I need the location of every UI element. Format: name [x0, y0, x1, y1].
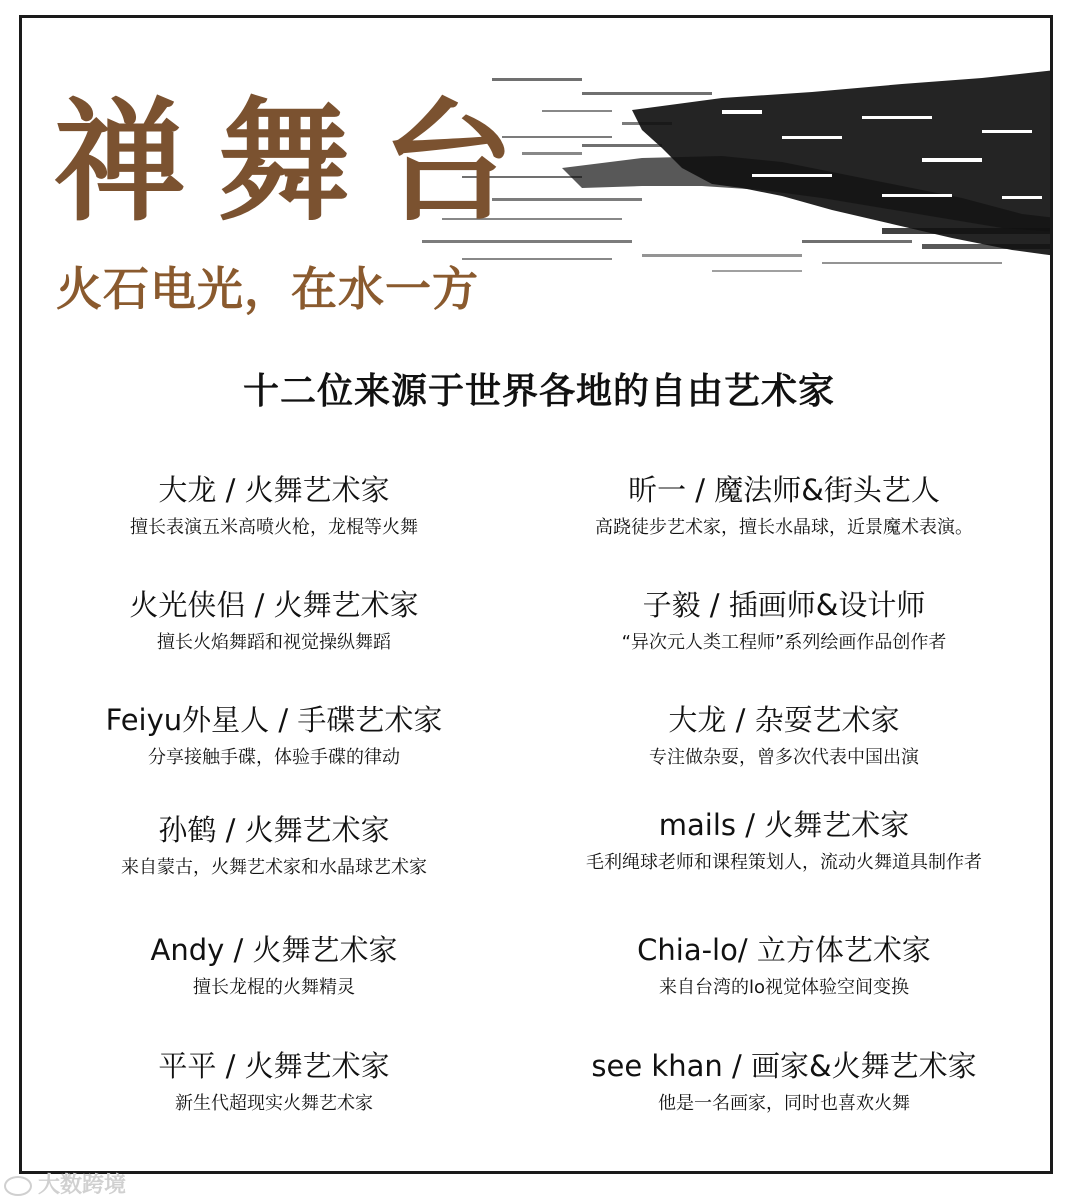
poster-title: 禅舞台: [54, 86, 514, 240]
artist-name: 孙鹤 / 火舞艺术家: [158, 813, 390, 847]
artist-name: Feiyu外星人 / 手碟艺术家: [105, 703, 443, 737]
title-svg: [22, 18, 1053, 258]
artist-name: 大龙 / 火舞艺术家: [158, 473, 390, 507]
artist-name: Andy / 火舞艺术家: [150, 933, 398, 967]
artist-name: 昕一 / 魔法师&街头艺人: [628, 473, 940, 507]
artist-desc: 来自台湾的lo视觉体验空间变换: [658, 977, 909, 998]
artist-desc: 专注做杂耍，曾多次代表中国出演: [649, 747, 919, 768]
artist-name: mails / 火舞艺术家: [658, 808, 910, 842]
artist-name: 平平 / 火舞艺术家: [158, 1049, 390, 1083]
artist-desc: 擅长火焰舞蹈和视觉操纵舞蹈: [157, 632, 391, 653]
watermark: [4, 1168, 126, 1199]
artist-name: 子毅 / 插画师&设计师: [642, 588, 926, 622]
artist-desc: 他是一名画家，同时也喜欢火舞: [658, 1093, 910, 1114]
artist-card: [534, 473, 1034, 538]
artist-card: [534, 1049, 1034, 1114]
artist-card: [84, 1049, 464, 1114]
artist-desc: 来自蒙古，火舞艺术家和水晶球艺术家: [121, 857, 427, 878]
watermark-logo-icon: [4, 1176, 32, 1196]
artist-card: [84, 933, 464, 998]
artist-card: [534, 933, 1034, 998]
headline: 十二位来源于世界各地的自由艺术家: [242, 371, 835, 412]
artist-card: [84, 588, 464, 653]
artist-card: [534, 808, 1034, 873]
slogan: 火石电光，在水一方: [56, 262, 479, 316]
artist-desc: 擅长表演五米高喷火枪，龙棍等火舞: [130, 517, 418, 538]
artist-card: [534, 703, 1034, 768]
poster-frame: [19, 15, 1053, 1174]
artist-name: 大龙 / 杂耍艺术家: [668, 703, 900, 737]
artist-name: see khan / 画家&火舞艺术家: [591, 1049, 977, 1083]
artist-card: [84, 473, 464, 538]
artist-desc: 擅长龙棍的火舞精灵: [193, 977, 355, 998]
artist-name: 火光侠侣 / 火舞艺术家: [129, 588, 419, 622]
artist-card: [84, 703, 464, 768]
watermark-text: 大数跨境: [38, 1173, 127, 1198]
artist-name: Chia-lo/ 立方体艺术家: [637, 933, 931, 967]
artist-desc: 毛利绳球老师和课程策划人，流动火舞道具制作者: [586, 852, 982, 873]
artist-desc: 新生代超现实火舞艺术家: [175, 1093, 373, 1114]
artist-desc: 高跷徒步艺术家，擅长水晶球，近景魔术表演。: [595, 517, 973, 538]
artist-card: [534, 588, 1034, 653]
artist-desc: “异次元人类工程师”系列绘画作品创作者: [621, 632, 947, 653]
artist-desc: 分享接触手碟，体验手碟的律动: [148, 747, 400, 768]
artist-card: [84, 813, 464, 878]
